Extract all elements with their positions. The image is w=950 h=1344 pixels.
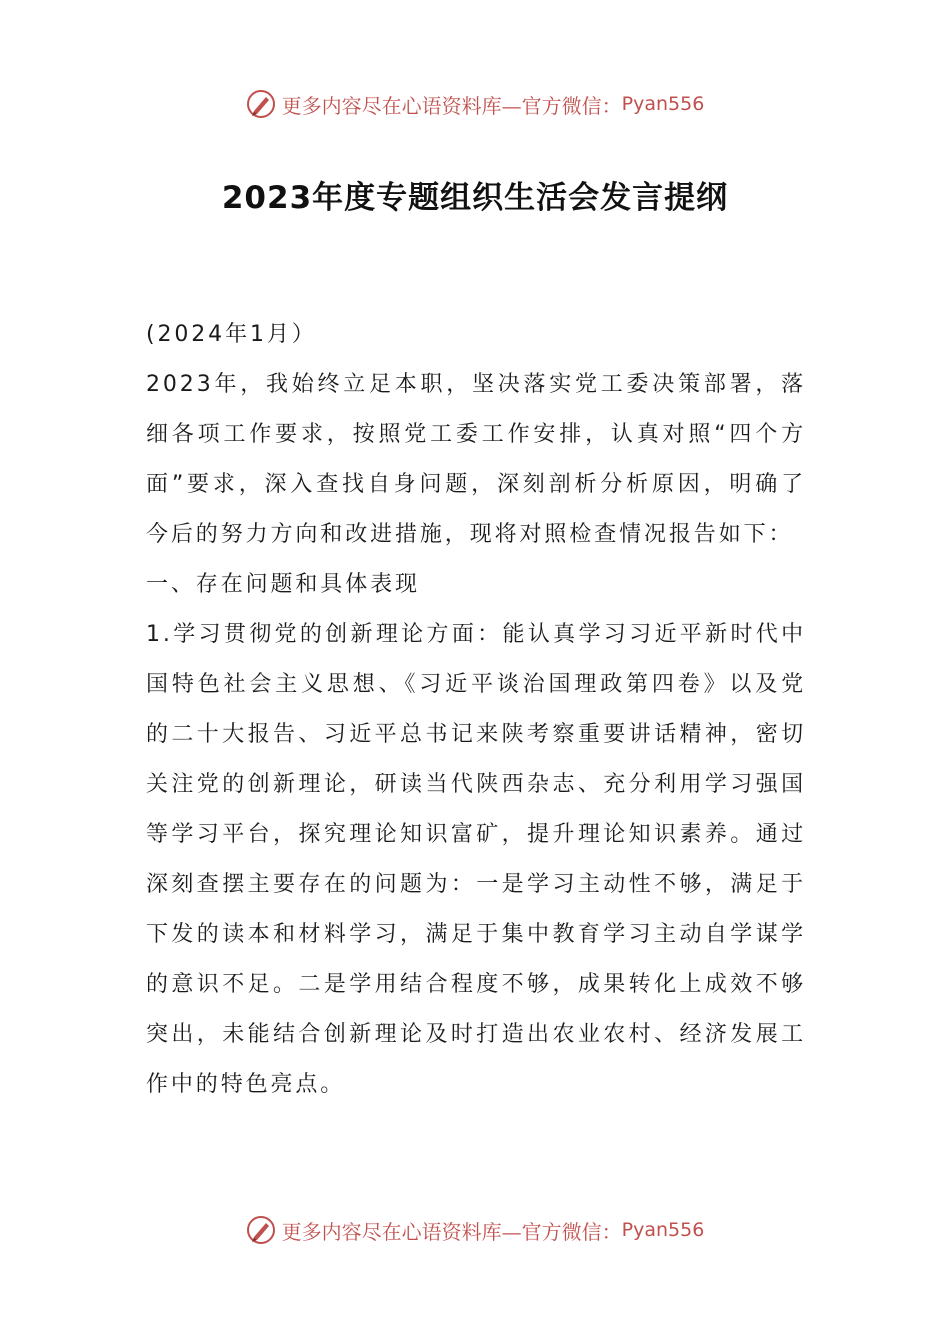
watermark-text: 更多内容尽在心语资料库—官方微信： <box>281 1219 622 1244</box>
header-watermark <box>0 84 950 124</box>
section-heading: 一、存在问题和具体表现 <box>146 572 420 597</box>
pen-logo-icon <box>246 89 276 119</box>
footer-watermark <box>0 1210 950 1250</box>
document-date: (2024年1月） <box>146 322 317 347</box>
document-body <box>146 310 806 1110</box>
watermark-wechat-id: Pyan556 <box>621 1219 705 1241</box>
pen-logo-icon <box>246 1215 276 1245</box>
watermark-wechat-id: Pyan556 <box>621 93 705 115</box>
intro-paragraph: 2023年，我始终立足本职，坚决落实党工委决策部署，落细各项工作要求，按照党工委工作安排，认真对照“四个方面”要求，深入查找自身问题，深刻剖析分析原因，明确了今后的努力方向和改进措施，现将对照检查情况报告如下： <box>146 372 806 547</box>
item-paragraph: 1.学习贯彻党的创新理论方面：能认真学习习近平新时代中国特色社会主义思想、《习近平谈治国理政第四卷》以及党的二十大报告、习近平总书记来陕考察重要讲话精神，密切关注党的创新理论，研读当代陕西杂志、充分利用学习强国等学习平台，探究理论知识富矿，提升理论知识素养。通过深刻查摆主要存在的问题为：一是学习主动性不够，满足于下发的读本和材料学习，满足于集中教育学习主动自学谋学的意识不足。二是学用结合程度不够，成果转化上成效不够突出，未能结合创新理论及时打造出农业农村、经济发展工作中的特色亮点。 <box>146 622 806 1097</box>
document-title: 2023年度专题组织生活会发言提纲 <box>221 180 729 216</box>
watermark-text: 更多内容尽在心语资料库—官方微信： <box>281 93 622 118</box>
